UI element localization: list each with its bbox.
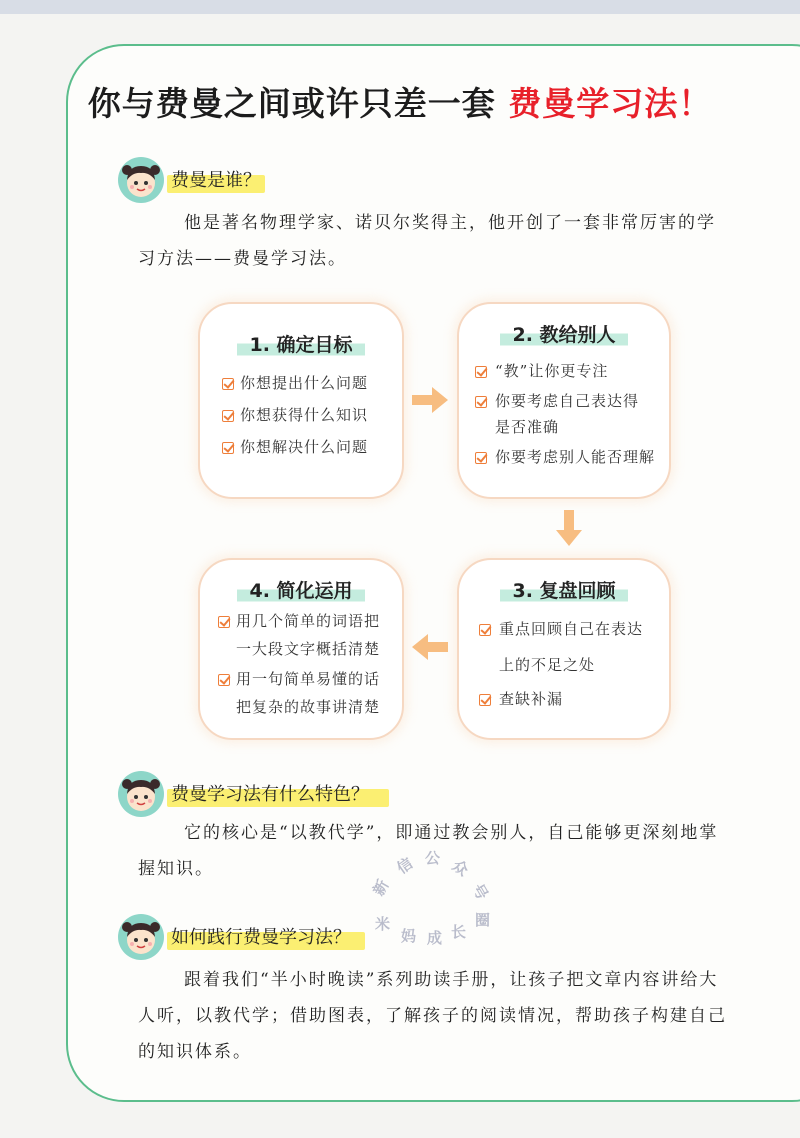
step-title: 1. 确定目标 xyxy=(237,332,364,358)
watermark-char: 米 xyxy=(375,915,391,933)
watermark-char: 长 xyxy=(451,923,467,941)
section-paragraph-2: 它的核心是“以教代学”，即通过教会别人，自己能够更深刻地掌握知识。 xyxy=(138,823,719,879)
top-strip xyxy=(0,0,800,14)
checkbox-icon xyxy=(218,674,230,686)
step-title: 4. 简化运用 xyxy=(237,578,364,604)
step-box-4 xyxy=(198,558,404,740)
section-paragraph-3: 跟着我们“半小时晚读”系列助读手册，让孩子把文章内容讲给大人听，以教代学；借助图表，了解孩子的阅读情况，帮助孩子构建自己的知识体系。 xyxy=(138,970,727,1062)
step-box-2 xyxy=(457,302,671,499)
section-heading-text: 费曼学习法有什么特色？ xyxy=(171,784,369,805)
watermark-char: 号 xyxy=(468,880,492,903)
watermark-char: 新 xyxy=(369,876,393,899)
step-item: 你想提出什么问题 xyxy=(240,374,369,392)
girl-avatar-icon xyxy=(117,913,165,961)
watermark-char: 妈 xyxy=(401,927,417,945)
step-item: 一大段文字概括清楚 xyxy=(236,640,381,658)
checkbox-icon xyxy=(475,452,487,464)
checkbox-icon xyxy=(475,366,487,378)
checkbox-icon xyxy=(222,410,234,422)
title-accent: 费曼学习法！ xyxy=(508,84,713,123)
step-box-1 xyxy=(198,302,404,499)
step-item: 你想获得什么知识 xyxy=(240,406,369,424)
section-heading-text: 费曼是谁？ xyxy=(171,170,261,191)
watermark-char: 众 xyxy=(448,856,472,880)
section-heading-text: 如何践行费曼学习法？ xyxy=(171,927,351,948)
arrow-right-icon xyxy=(410,384,450,416)
checkbox-icon xyxy=(218,616,230,628)
step-item: 把复杂的故事讲清楚 xyxy=(236,698,381,716)
checkbox-icon xyxy=(475,396,487,408)
watermark-char: 圈 xyxy=(475,911,491,929)
step-item: 查缺补漏 xyxy=(499,690,564,708)
step-title: 2. 教给别人 xyxy=(500,322,627,348)
step-item: 用几个简单的词语把 xyxy=(236,612,381,630)
girl-avatar-icon xyxy=(117,770,165,818)
checkbox-icon xyxy=(479,694,491,706)
step-item: 你要考虑自己表达得 xyxy=(495,392,640,410)
step-item: “教”让你更专注 xyxy=(495,362,609,380)
watermark-char: 信 xyxy=(393,854,417,878)
section-paragraph-1: 他是著名物理学家、诺贝尔奖得主，他开创了一套非常厉害的学习方法——费曼学习法。 xyxy=(138,213,716,269)
arrow-down-icon xyxy=(553,508,585,548)
watermark-char: 成 xyxy=(427,929,443,947)
step-box-3 xyxy=(457,558,671,740)
page-title xyxy=(0,78,800,125)
checkbox-icon xyxy=(479,624,491,636)
checkbox-icon xyxy=(222,378,234,390)
step-item: 是否准确 xyxy=(495,418,560,436)
checkbox-icon xyxy=(222,442,234,454)
watermark-char: 公 xyxy=(425,849,441,867)
watermark-stamp xyxy=(355,835,505,985)
step-item: 重点回顾自己在表达 xyxy=(499,620,644,638)
girl-avatar-icon xyxy=(117,156,165,204)
step-item: 用一句简单易懂的话 xyxy=(236,670,381,688)
step-item: 你要考虑别人能否理解 xyxy=(495,448,656,466)
step-item: 上的不足之处 xyxy=(499,656,596,674)
arrow-left-icon xyxy=(410,631,450,663)
step-item: 你想解决什么问题 xyxy=(240,438,369,456)
step-title: 3. 复盘回顾 xyxy=(500,578,627,604)
title-main: 你与费曼之间或许只差一套 xyxy=(87,84,509,123)
